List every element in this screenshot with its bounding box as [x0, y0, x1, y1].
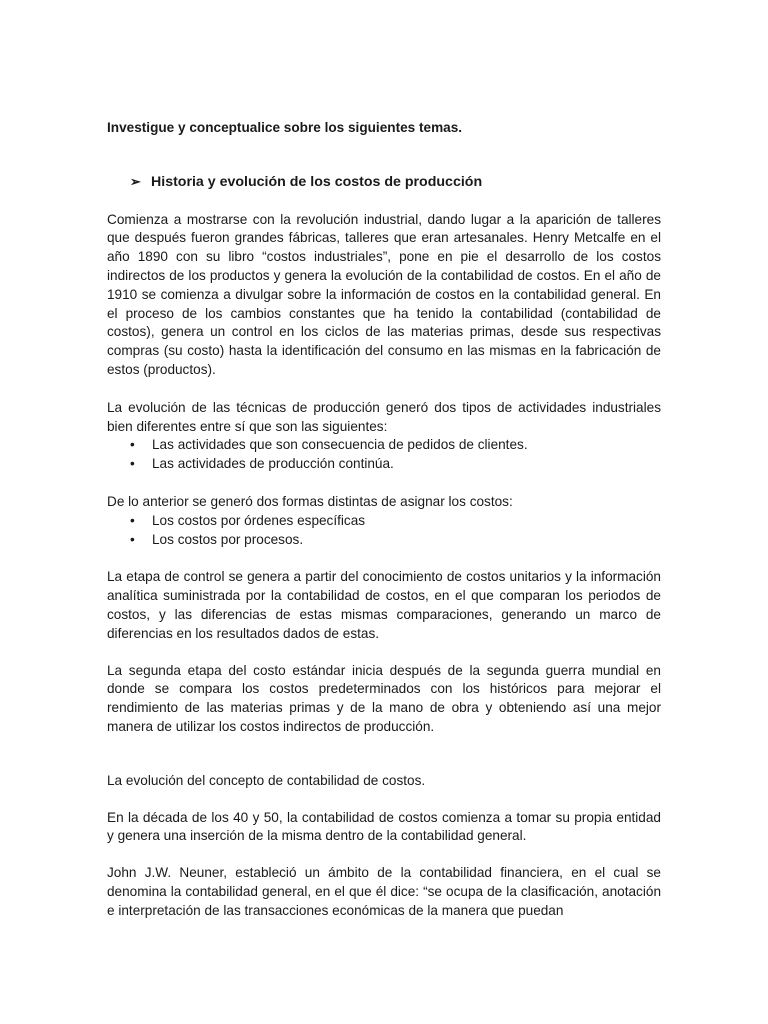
section-heading	[130, 173, 661, 192]
list-item: • Las actividades de producción continúa.	[130, 455, 661, 474]
document-body	[107, 119, 661, 921]
paragraph-cost-forms: De lo anterior se generó dos formas distintas de asignar los costos:	[107, 493, 513, 509]
paragraph-neuner: John J.W. Neuner, estableció un ámbito de la contabilidad financiera, en el cual se denomina la contabilidad general, en el que él dice: “se ocupa de la clasificación, anotación e interpretación de las transacciones económicas de la manera que puedan	[107, 865, 661, 918]
paragraph-standard-cost: La segunda etapa del costo estándar inicia después de la segunda guerra mundial en donde se compara los costos predeterminados con los históricos para mejorar el rendimiento de las materias primas y de la mano de obra y obteniendo así una mejor manera de utilizar los costos indirectos de producción.	[107, 662, 661, 734]
paragraph-decades: En la década de los 40 y 50, la contabilidad de costos comienza a tomar su propia entidad y genera una inserción de la misma dentro de la contabilidad general.	[107, 809, 661, 844]
arrow-bullet-icon: ➢	[130, 173, 141, 189]
section-heading-text: Historia y evolución de los costos de producción	[151, 173, 483, 190]
list-item: • Los costos por órdenes específicas	[130, 512, 661, 531]
list-item: • Los costos por procesos.	[130, 531, 661, 550]
bullet-icon: •	[130, 456, 135, 472]
paragraph-control-stage: La etapa de control se genera a partir del conocimiento de costos unitarios y la información analítica suministrada por la contabilidad de costos, en el que comparan los periodos de costos, y las diferencias de estas mismas comparaciones, generando un marco de diferencias en los resultados dados de estas.	[107, 569, 661, 641]
bullet-icon: •	[130, 512, 135, 528]
list-costs	[107, 512, 661, 550]
list-activities	[107, 436, 661, 474]
bullet-icon: •	[130, 531, 135, 547]
paragraph-techniques: La evolución de las técnicas de producción generó dos tipos de actividades industriales bien diferentes entre sí que son las siguientes:	[107, 399, 661, 434]
bullet-icon: •	[130, 437, 135, 453]
paragraph-origins: Comienza a mostrarse con la revolución industrial, dando lugar a la aparición de talleres que después fueron grandes fábricas, talleres que eran artesanales. Henry Metcalfe en el año 1890 con su libro “costos industriales”, pone en pie el desarrollo de los costos indirectos de los productos y genera la evolución de la contabilidad de costos. En el año de 1910 se comienza a divulgar sobre la información de costos en la contabilidad general. En el proceso de los cambios constantes que ha tenido la contabilidad (contabilidad de costos), genera un control en los ciclos de las materias primas, desde sus respectivas compras (su costo) hasta la identificación del consumo en las mismas en la fabricación de estos (productos).	[107, 211, 661, 377]
list-item: • Las actividades que son consecuencia de pedidos de clientes.	[130, 436, 661, 455]
paragraph-concept-heading: La evolución del concepto de contabilidad de costos.	[107, 772, 426, 788]
document-title: Investigue y conceptualice sobre los siguientes temas.	[107, 120, 463, 135]
